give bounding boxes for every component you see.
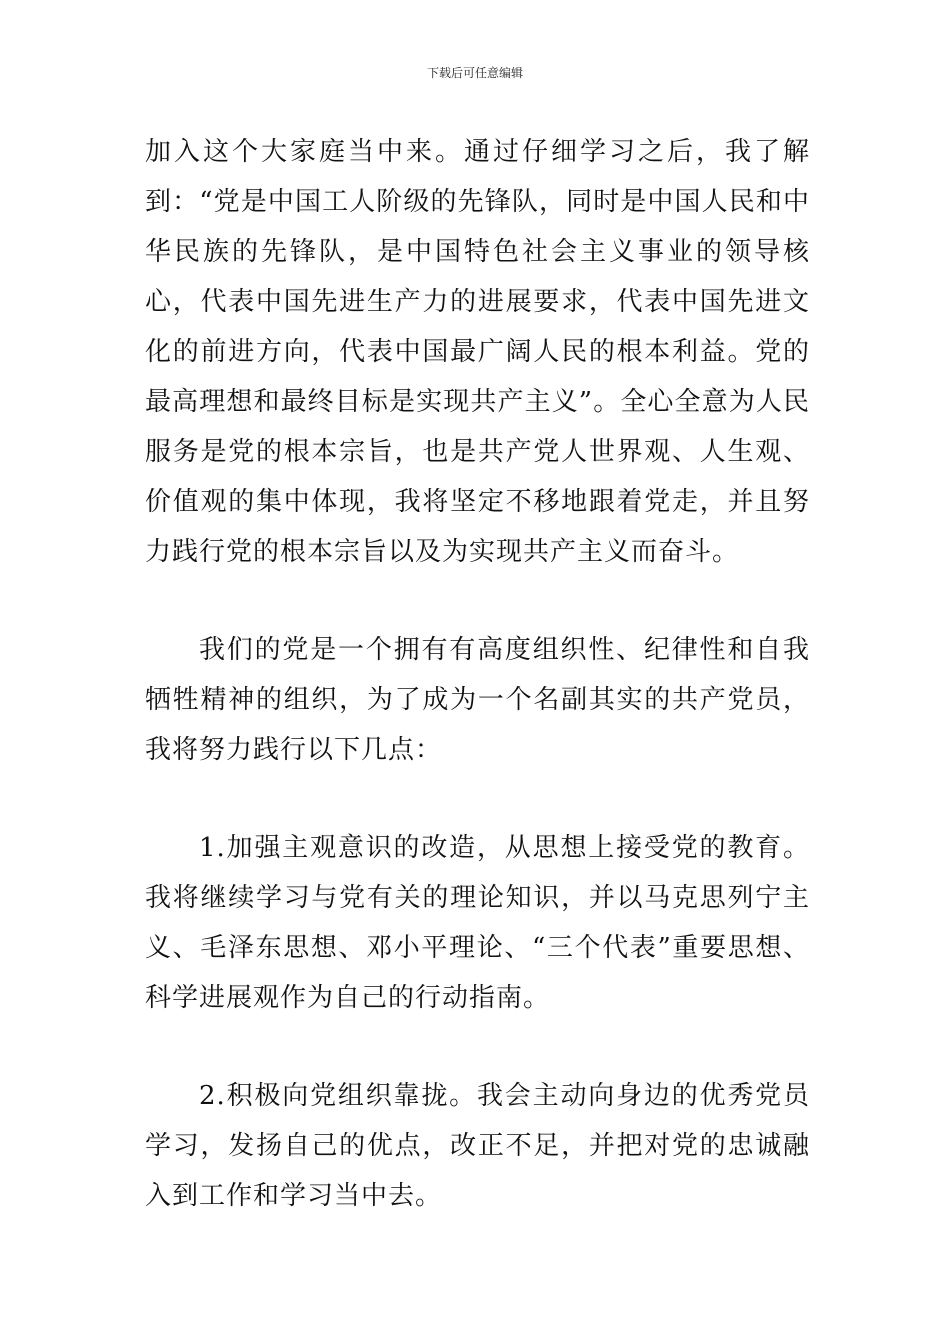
- paragraph-gap: [145, 577, 810, 625]
- paragraph-point-2: 2.积极向党组织靠拢。我会主动向身边的优秀党员学习，发扬自己的优点，改正不足，并把对党的忠诚融入到工作和学习当中去。: [145, 1081, 810, 1211]
- paragraph-gap: [145, 1023, 810, 1071]
- paragraph-continuation: 加入这个大家庭当中来。通过仔细学习之后，我了解到：“党是中国工人阶级的先锋队，同时是中国人民和中华民族的先锋队，是中国特色社会主义事业的领导核心，代表中国先进生产力的进展要求，代表中国先进文化的前进方向，代表中国最广阔人民的根本利益。党的最高理想和最终目标是实现共产主义”。全心全意为人民服务是党的根本宗旨，也是共产党人世界观、人生观、价值观的集中体现，我将坚定不移地跟着党走，并且努力践行党的根本宗旨以及为实现共产主义而奋斗。: [145, 137, 810, 567]
- paragraph-gap: [145, 775, 810, 823]
- document-body: [145, 127, 810, 1221]
- paragraph-point-1: 1.加强主观意识的改造，从思想上接受党的教育。我将继续学习与党有关的理论知识，并以马克思列宁主义、毛泽东思想、邓小平理论、“三个代表”重要思想、科学进展观作为自己的行动指南。: [145, 833, 810, 1013]
- paragraph-party-organization: 我们的党是一个拥有有高度组织性、纪律性和自我牺牲精神的组织，为了成为一个名副其实的共产党员，我将努力践行以下几点：: [145, 635, 810, 765]
- page-header: 下载后可任意编辑: [426, 66, 523, 80]
